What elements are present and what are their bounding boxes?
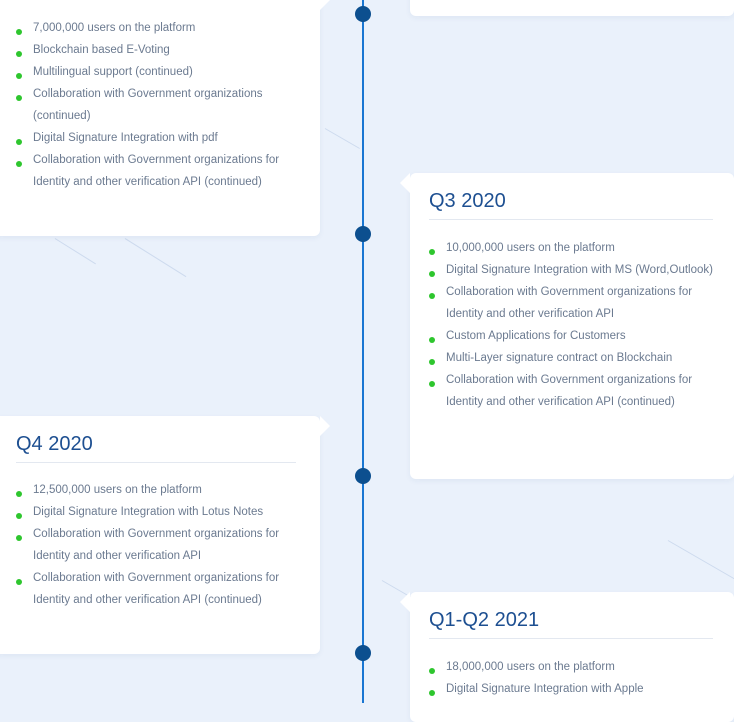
milestone-item: Digital Signature Integration with Apple: [429, 678, 715, 700]
background-decoration: [55, 238, 96, 264]
milestone-item: Multilingual support (continued): [16, 61, 286, 83]
bullet-icon: [429, 668, 435, 674]
bullet-icon: [16, 579, 22, 585]
background-decoration: [325, 128, 360, 149]
milestone-item: Collaboration with Government organizations for Identity and other verification API (continued): [16, 567, 288, 611]
milestone-list: [429, 656, 715, 700]
background-decoration: [668, 540, 734, 581]
bullet-icon: [16, 51, 22, 57]
milestone-item: Collaboration with Government organizations for Identity and other verification API (continued): [429, 369, 715, 413]
card-title: Q1-Q2 2021: [429, 609, 713, 639]
milestone-item: Collaboration with Government organizations for Identity and other verification API: [16, 523, 288, 567]
roadmap-card-partial: [410, 0, 734, 16]
milestone-item: 12,500,000 users on the platform: [16, 479, 288, 501]
milestone-item: 10,000,000 users on the platform: [429, 237, 715, 259]
milestone-item: Digital Signature Integration with Lotus Notes: [16, 501, 288, 523]
bullet-icon: [16, 491, 22, 497]
timeline-dot: [355, 226, 371, 242]
timeline-dot: [355, 645, 371, 661]
bullet-icon: [16, 29, 22, 35]
roadmap-card-q3-2020: [410, 173, 734, 479]
milestone-list: [16, 17, 286, 193]
roadmap-card-q2-2020: [0, 0, 320, 236]
bullet-icon: [16, 139, 22, 145]
bullet-icon: [16, 73, 22, 79]
bullet-icon: [429, 337, 435, 343]
bullet-icon: [429, 359, 435, 365]
bullet-icon: [16, 95, 22, 101]
milestone-item: Collaboration with Government organizations for Identity and other verification API: [429, 281, 715, 325]
bullet-icon: [429, 293, 435, 299]
milestone-item: Digital Signature Integration with MS (Word,Outlook): [429, 259, 715, 281]
card-title: Q3 2020: [429, 190, 713, 220]
bullet-icon: [429, 690, 435, 696]
timeline-dot: [355, 6, 371, 22]
milestone-item: Digital Signature Integration with pdf: [16, 127, 286, 149]
milestone-item: Multi-Layer signature contract on Blockchain: [429, 347, 715, 369]
background-decoration: [125, 238, 187, 277]
roadmap-card-q4-2020: [0, 416, 320, 654]
milestone-item: Collaboration with Government organizations (continued): [16, 83, 286, 127]
bullet-icon: [16, 513, 22, 519]
milestone-item: Custom Applications for Customers: [429, 325, 715, 347]
card-title: Q4 2020: [16, 433, 296, 463]
bullet-icon: [16, 161, 22, 167]
milestone-list: [16, 479, 288, 611]
milestone-item: Collaboration with Government organizations for Identity and other verification API (continued): [16, 149, 286, 193]
milestone-list: [429, 237, 715, 413]
timeline-line: [362, 0, 364, 703]
milestone-item: Blockchain based E-Voting: [16, 39, 286, 61]
timeline-dot: [355, 468, 371, 484]
milestone-item: 18,000,000 users on the platform: [429, 656, 715, 678]
bullet-icon: [429, 249, 435, 255]
milestone-item: 7,000,000 users on the platform: [16, 17, 286, 39]
bullet-icon: [429, 271, 435, 277]
bullet-icon: [429, 381, 435, 387]
bullet-icon: [16, 535, 22, 541]
